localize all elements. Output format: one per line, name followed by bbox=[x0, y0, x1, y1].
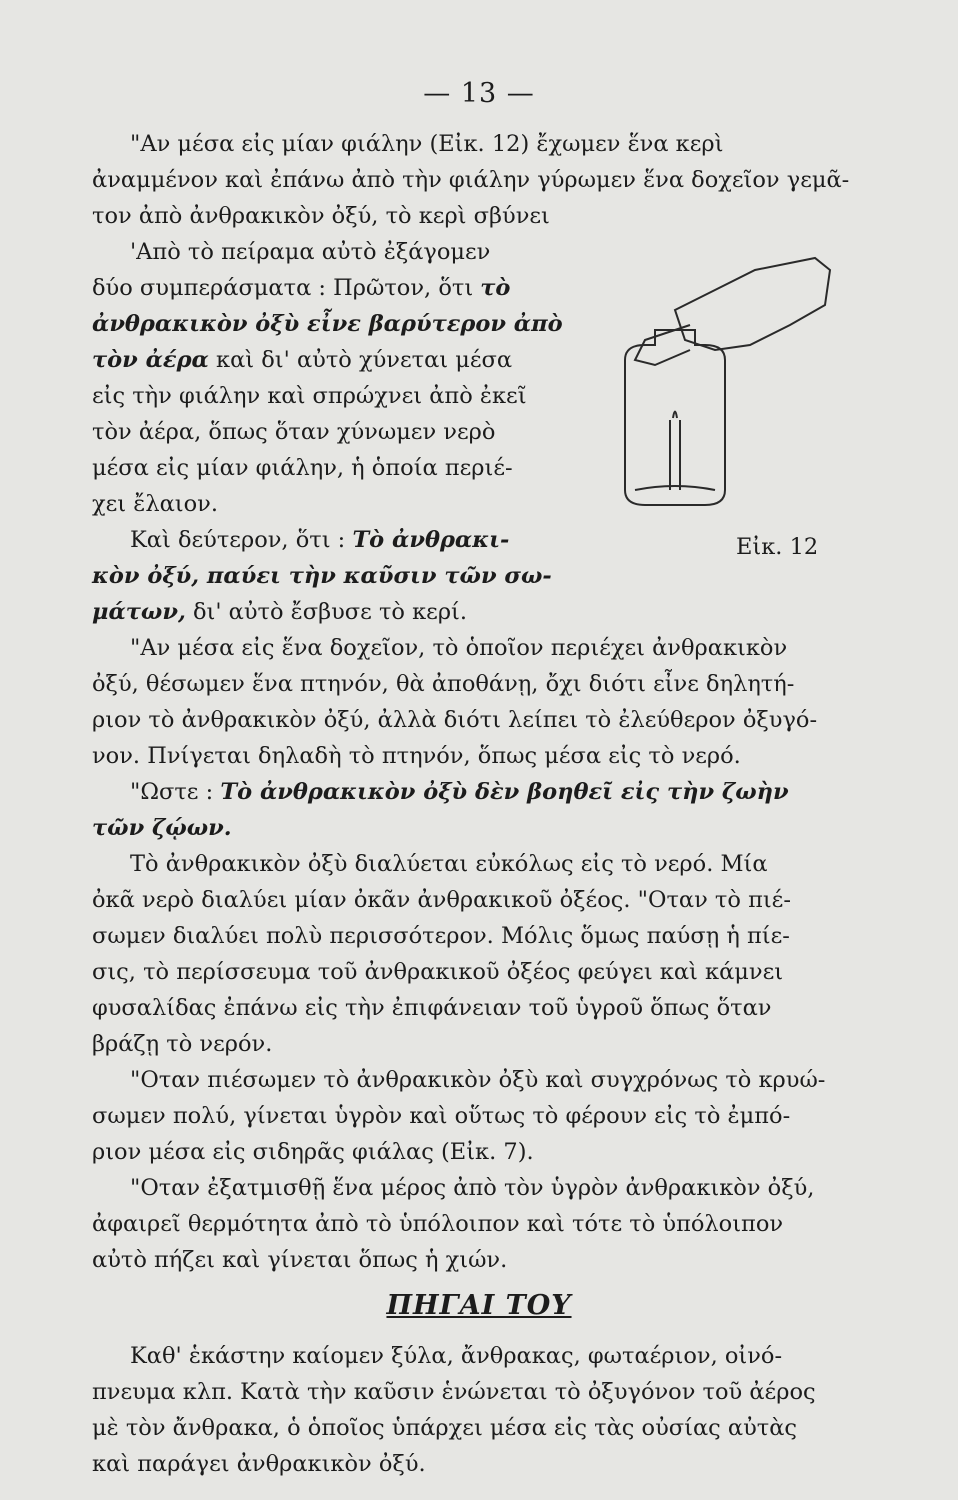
text-line: σις, τὸ περίσσευμα τοῦ ἀνθρακικοῦ ὀξέος φεύγει καὶ κάμνει bbox=[92, 959, 784, 985]
text-line: ἀφαιρεῖ θερμότητα ἀπὸ τὸ ὑπόλοιπον καὶ τότε τὸ ὑπόλοιπον bbox=[92, 1211, 784, 1237]
text-line: "Ωστε : Τὸ ἀνθρακικὸν ὀξὺ δὲν βοηθεῖ εἰς τὴν ζωὴν bbox=[130, 779, 789, 805]
text-line: μὲ τὸν ἄνθρακα, ὁ ὁποῖος ὑπάρχει μέσα εἰς τὰς οὐσίας αὐτὰς bbox=[92, 1415, 798, 1441]
text-line: ὀξύ, θέσωμεν ἕνα πτηνόν, θὰ ἀποθάνῃ, ὄχι διότι εἶνε δηλητή- bbox=[92, 671, 795, 697]
text-line-emphasis: ἀνθρακικὸν ὀξὺ εἶνε βαρύτερον ἀπὸ bbox=[92, 311, 563, 337]
text-line: Καὶ δεύτερον, ὅτι : Τὸ ἀνθρακι- bbox=[130, 527, 510, 553]
text-line: βράζῃ τὸ νερόν. bbox=[92, 1031, 273, 1057]
figure-caption: Εἰκ. 12 bbox=[736, 534, 819, 560]
text-line: ὀκᾶ νερὸ διαλύει μίαν ὀκᾶν ἀνθρακικοῦ ὀξέος. "Οταν τὸ πιέ- bbox=[92, 887, 791, 913]
text-line-emphasis: τῶν ζῴων. bbox=[92, 815, 232, 841]
text-line: μέσα εἰς μίαν φιάλην, ἡ ὁποία περιέ- bbox=[92, 455, 513, 481]
text-line: ἀναμμένον καὶ ἐπάνω ἀπὸ τὴν φιάλην γύρωμεν ἕνα δοχεῖον γεμᾶ- bbox=[92, 167, 850, 193]
text-line: Τὸ ἀνθρακικὸν ὀξὺ διαλύεται εὐκόλως εἰς τὸ νερό. Μία bbox=[130, 851, 768, 877]
text-line: χει ἔλαιον. bbox=[92, 491, 218, 517]
text-line: φυσαλίδας ἐπάνω εἰς τὴν ἐπιφάνειαν τοῦ ὑγροῦ ὅπως ὅταν bbox=[92, 995, 772, 1021]
text-line: αὐτὸ πήζει καὶ γίνεται ὅπως ἡ χιών. bbox=[92, 1247, 508, 1273]
text-line: τὸν ἀέρα, ὅπως ὅταν χύνωμεν νερὸ bbox=[92, 419, 496, 445]
text-line: σωμεν διαλύει πολὺ περισσότερον. Μόλις ὅμως παύσῃ ἡ πίε- bbox=[92, 923, 790, 949]
text-line: τον ἀπὸ ἀνθρακικὸν ὀξύ, τὸ κερὶ σβύνει bbox=[92, 203, 550, 229]
text-line-emphasis: κὸν ὀξύ, παύει τὴν καῦσιν τῶν σω- bbox=[92, 563, 552, 589]
text-line: ριον μέσα εἰς σιδηρᾶς φιάλας (Εἰκ. 7). bbox=[92, 1139, 534, 1165]
text-line: "Αν μέσα εἰς ἕνα δοχεῖον, τὸ ὁποῖον περιέχει ἀνθρακικὸν bbox=[130, 635, 788, 661]
text-line: 'Απὸ τὸ πείραμα αὐτὸ ἐξάγομεν bbox=[130, 239, 491, 265]
text-line: τὸν ἀέρα καὶ δι' αὐτὸ χύνεται μέσα bbox=[92, 347, 513, 373]
hand-icon bbox=[675, 258, 830, 350]
bottle-candle-illustration bbox=[585, 250, 855, 530]
text-line: "Αν μέσα εἰς μίαν φιάλην (Εἰκ. 12) ἔχωμεν ἕνα κερὶ bbox=[130, 131, 724, 157]
text-line: δύο συμπεράσματα : Πρῶτον, ὅτι τὸ bbox=[92, 275, 511, 301]
text-line: "Οταν πιέσωμεν τὸ ἀνθρακικὸν ὀξὺ καὶ συγχρόνως τὸ κρυώ- bbox=[130, 1067, 826, 1093]
text-line: πνευμα κλπ. Κατὰ τὴν καῦσιν ἑνώνεται τὸ ὀξυγόνον τοῦ ἀέρος bbox=[92, 1379, 816, 1405]
text-line: ριον τὸ ἀνθρακικὸν ὀξύ, ἀλλὰ διότι λείπει τὸ ἐλεύθερον ὀξυγό- bbox=[92, 707, 818, 733]
text-line: σωμεν πολύ, γίνεται ὑγρὸν καὶ οὕτως τὸ φέρουν εἰς τὸ ἐμπό- bbox=[92, 1103, 791, 1129]
text-line: "Οταν ἐξατμισθῇ ἕνα μέρος ἀπὸ τὸν ὑγρὸν ἀνθρακικὸν ὀξύ, bbox=[130, 1175, 815, 1201]
text-line: καὶ παράγει ἀνθρακικὸν ὀξύ. bbox=[92, 1451, 426, 1477]
flame-icon bbox=[673, 412, 677, 419]
text-line: μάτων, δι' αὐτὸ ἔσβυσε τὸ κερί. bbox=[92, 599, 468, 625]
text-line: εἰς τὴν φιάλην καὶ σπρώχνει ἀπὸ ἐκεῖ bbox=[92, 383, 527, 409]
text-line: νον. Πνίγεται δηλαδὴ τὸ πτηνόν, ὅπως μέσα εἰς τὸ νερό. bbox=[92, 743, 741, 769]
text-line: Καθ' ἑκάστην καίομεν ξύλα, ἄνθρακας, φωταέριον, οἰνό- bbox=[130, 1343, 783, 1369]
page-number: — 13 — bbox=[423, 78, 535, 109]
section-heading: ΠΗΓΑΙ ΤΟΥ bbox=[386, 1290, 572, 1321]
